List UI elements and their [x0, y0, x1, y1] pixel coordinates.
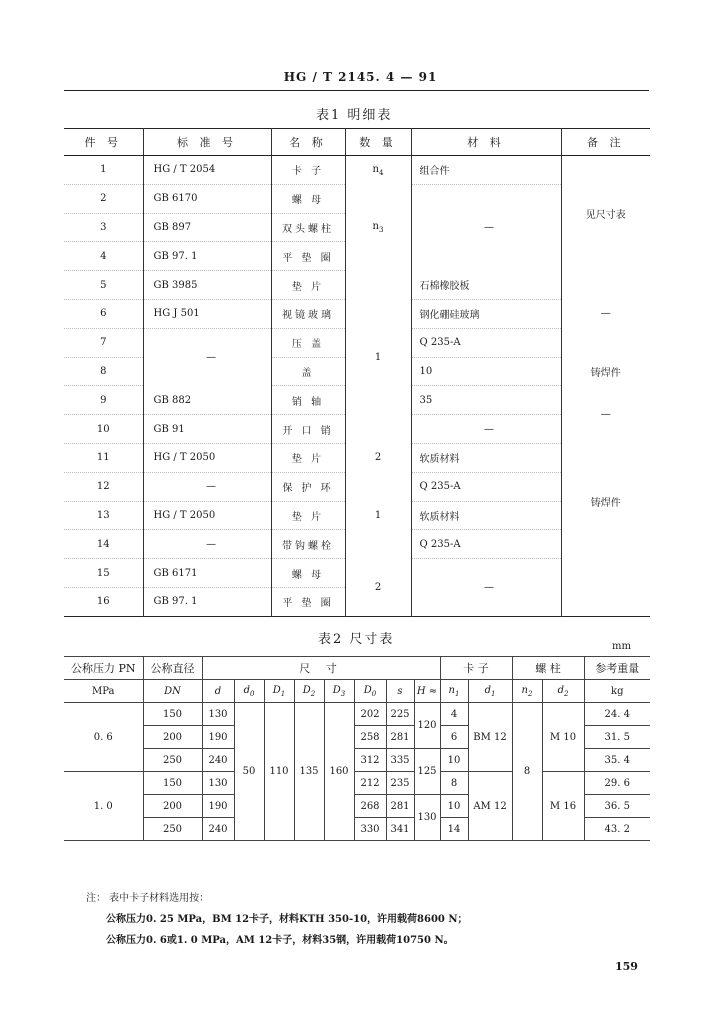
- d0-value: 50: [234, 703, 264, 841]
- d-value: 240: [202, 818, 234, 841]
- pn-unit: MPa: [64, 680, 143, 703]
- standard-dash: —: [206, 351, 216, 363]
- standard-no: GB 97. 1: [143, 587, 271, 616]
- col-d: d: [202, 680, 234, 703]
- weight-value: 29. 6: [584, 772, 650, 795]
- sym: d: [243, 684, 250, 696]
- dn-value: 250: [143, 749, 202, 772]
- table1-caption: 表1 明细表: [316, 108, 393, 123]
- col-d0: [234, 680, 264, 703]
- sym-sub: 2: [527, 689, 533, 698]
- dimension-header: 尺 寸: [202, 657, 440, 680]
- material-dash: —: [411, 415, 561, 444]
- part-name: 螺 母: [271, 184, 345, 213]
- part-no: 16: [64, 587, 143, 616]
- col-H: H ≈: [414, 680, 440, 703]
- part-name: 垫 片: [271, 501, 345, 530]
- sym: D: [302, 684, 311, 696]
- n1-value: 8: [440, 772, 468, 795]
- qty-cell: [345, 156, 411, 185]
- sym-sub: 3: [340, 689, 346, 698]
- dn-value: 250: [143, 818, 202, 841]
- material-dash: —: [484, 222, 494, 234]
- sym: n: [521, 684, 528, 696]
- s-value: 335: [386, 749, 414, 772]
- part-name: 盖: [271, 357, 345, 386]
- weight-value: 31. 5: [584, 726, 650, 749]
- weight-header: 参考重量: [584, 657, 650, 680]
- material: 软质材料: [411, 501, 561, 530]
- part-name: 卡 子: [271, 156, 345, 185]
- part-no: 4: [64, 242, 143, 271]
- dn-value: 200: [143, 795, 202, 818]
- part-no: 14: [64, 530, 143, 559]
- D0-value: 212: [354, 772, 386, 795]
- n2-value: 8: [512, 703, 542, 841]
- H-value: 120: [414, 703, 440, 749]
- qty-symbol: n: [372, 220, 379, 232]
- remark-text: 铸焊件: [590, 497, 621, 509]
- part-no: 3: [64, 213, 143, 242]
- sym-sub: 2: [563, 689, 569, 698]
- remark-text: 见尺寸表: [585, 209, 626, 221]
- dimension-table: [64, 656, 650, 841]
- col-header-standard: 标 准 号: [143, 129, 271, 156]
- standard-no: GB 6171: [143, 559, 271, 588]
- part-name: 销 轴: [271, 386, 345, 415]
- part-name: 双头螺柱: [271, 213, 345, 242]
- sym: D: [332, 684, 341, 696]
- material: Q 235-A: [411, 328, 561, 357]
- d-value: 190: [202, 726, 234, 749]
- part-name: 垫 片: [271, 271, 345, 300]
- d1-value: AM 12: [468, 772, 512, 841]
- part-name: 垫 片: [271, 443, 345, 472]
- s-value: 281: [386, 795, 414, 818]
- col-D3: [324, 680, 354, 703]
- remark-text: 铸焊件: [590, 367, 621, 379]
- note-line-2: 公称压力0. 6或1. 0 MPa，AM 12卡子，材料35钢，许用载荷10750 N。: [106, 935, 454, 946]
- sym: D: [272, 684, 281, 696]
- d-value: 240: [202, 749, 234, 772]
- d-value: 130: [202, 703, 234, 726]
- table-row: [64, 772, 650, 795]
- material: 软质材料: [411, 443, 561, 472]
- clamp-header: 卡 子: [440, 657, 512, 680]
- remark-cell: [561, 271, 650, 357]
- sym-sub: 1: [490, 689, 496, 698]
- qty-value: 1: [374, 351, 382, 363]
- weight-value: 24. 4: [584, 703, 650, 726]
- unit-label: mm: [612, 641, 631, 652]
- H-value: 125: [414, 749, 440, 795]
- D0-value: 312: [354, 749, 386, 772]
- part-name: 保 护 环: [271, 472, 345, 501]
- part-no: 11: [64, 443, 143, 472]
- material: Q 235-A: [411, 472, 561, 501]
- sym-sub: 0: [249, 689, 255, 698]
- material-cell: [411, 184, 561, 270]
- qty-subscript: 3: [378, 225, 384, 234]
- standard-no: GB 897: [143, 213, 271, 242]
- col-D0: [354, 680, 386, 703]
- table-row: [64, 703, 650, 726]
- dn-value: 150: [143, 703, 202, 726]
- d2-value: M 10: [542, 703, 584, 772]
- D0-value: 258: [354, 726, 386, 749]
- col-header-material: 材 料: [411, 129, 561, 156]
- n1-value: 10: [440, 795, 468, 818]
- part-no: 7: [64, 328, 143, 357]
- n1-value: 6: [440, 726, 468, 749]
- d-value: 190: [202, 795, 234, 818]
- D0-value: 330: [354, 818, 386, 841]
- remark-cell: [561, 443, 650, 558]
- remark-cell: [561, 156, 650, 271]
- pn-value: 1. 0: [64, 772, 143, 841]
- qty-cell: [345, 559, 411, 617]
- header-rule: [64, 90, 649, 91]
- part-name: 平 垫 圈: [271, 242, 345, 271]
- standard-no: GB 6170: [143, 184, 271, 213]
- part-no: 15: [64, 559, 143, 588]
- D1-value: 110: [264, 703, 294, 841]
- part-no: 10: [64, 415, 143, 444]
- table-row: [64, 156, 650, 185]
- col-header-remark: 备 注: [561, 129, 650, 156]
- note-line-1: 公称压力0. 25 MPa，BM 12卡子，材料KTH 350-10，许用载荷8600 N；: [106, 914, 468, 925]
- col-header-part-no: 件 号: [64, 129, 143, 156]
- qty-cell: [345, 443, 411, 472]
- table2-caption: 表2 尺寸表: [318, 632, 395, 647]
- standard-no: HG / T 2050: [143, 501, 271, 530]
- col-header-name: 名 称: [271, 129, 345, 156]
- D0-value: 202: [354, 703, 386, 726]
- part-no: 12: [64, 472, 143, 501]
- col-header-qty: 数 量: [345, 129, 411, 156]
- sym-sub: 1: [454, 689, 460, 698]
- col-n2: [512, 680, 542, 703]
- qty-cell: [345, 271, 411, 444]
- d2-value: M 16: [542, 772, 584, 841]
- table-row: [64, 443, 650, 472]
- material-cell: [411, 559, 561, 617]
- pn-value: 0. 6: [64, 703, 143, 772]
- dn-value: 200: [143, 726, 202, 749]
- material: Q 235-A: [411, 530, 561, 559]
- standard-no: GB 882: [143, 386, 271, 415]
- sym: n: [448, 684, 455, 696]
- D2-value: 135: [294, 703, 324, 841]
- col-D2: [294, 680, 324, 703]
- material: 组合件: [411, 156, 561, 185]
- qty-symbol: n: [372, 163, 379, 175]
- remark-cell: [561, 386, 650, 444]
- standard-cell: [143, 328, 271, 386]
- remark-cell: [561, 559, 650, 617]
- s-value: 235: [386, 772, 414, 795]
- col-s: s: [386, 680, 414, 703]
- qty-value: 2: [374, 452, 382, 464]
- table-row: [64, 559, 650, 588]
- material: 35: [411, 386, 561, 415]
- dn-unit: DN: [143, 680, 202, 703]
- qty-subscript: 4: [378, 168, 384, 177]
- part-no: 9: [64, 386, 143, 415]
- standard-no: HG / T 2050: [143, 443, 271, 472]
- n1-value: 10: [440, 749, 468, 772]
- standard-no: GB 3985: [143, 271, 271, 300]
- s-value: 281: [386, 726, 414, 749]
- sym-sub: 2: [310, 689, 316, 698]
- col-D1: [264, 680, 294, 703]
- D0-value: 268: [354, 795, 386, 818]
- col-d1: [468, 680, 512, 703]
- remark-text: —: [600, 409, 611, 421]
- part-name: 螺 母: [271, 559, 345, 588]
- part-no: 5: [64, 271, 143, 300]
- part-no: 6: [64, 299, 143, 328]
- table-notes: [86, 888, 468, 951]
- qty-cell: [345, 184, 411, 270]
- weight-value: 35. 4: [584, 749, 650, 772]
- sym: D: [363, 684, 372, 696]
- part-no: 8: [64, 357, 143, 386]
- D3-value: 160: [324, 703, 354, 841]
- part-name: 开 口 销: [271, 415, 345, 444]
- stud-header: 螺 柱: [512, 657, 584, 680]
- sym: d: [484, 684, 491, 696]
- part-name: 平 垫 圈: [271, 587, 345, 616]
- standard-code-header: HG / T 2145. 4 — 91: [283, 70, 438, 84]
- n1-value: 4: [440, 703, 468, 726]
- col-d2: [542, 680, 584, 703]
- part-no: 13: [64, 501, 143, 530]
- qty-value: 2: [374, 581, 382, 593]
- qty-value: 1: [374, 509, 382, 521]
- standard-no: HG J 501: [143, 299, 271, 328]
- s-value: 341: [386, 818, 414, 841]
- standard-no: GB 97. 1: [143, 242, 271, 271]
- part-name: 视镜玻璃: [271, 299, 345, 328]
- note-intro: 注： 表中卡子材料选用按：: [86, 893, 210, 904]
- weight-value: 36. 5: [584, 795, 650, 818]
- weight-value: 43. 2: [584, 818, 650, 841]
- part-no: 2: [64, 184, 143, 213]
- standard-no: GB 91: [143, 415, 271, 444]
- sym-sub: 0: [371, 689, 377, 698]
- H-value: 130: [414, 795, 440, 841]
- standard-no: HG / T 2054: [143, 156, 271, 185]
- page-number: 159: [615, 960, 638, 973]
- sym-sub: 1: [280, 689, 286, 698]
- part-no: 1: [64, 156, 143, 185]
- weight-unit: kg: [584, 680, 650, 703]
- qty-cell: [345, 472, 411, 558]
- material: 钢化硼硅玻璃: [411, 299, 561, 328]
- material: 石棉橡胶板: [411, 271, 561, 300]
- remark-text: —: [600, 308, 611, 320]
- table-row: [64, 271, 650, 300]
- sym: d: [557, 684, 564, 696]
- material: 10: [411, 357, 561, 386]
- s-value: 225: [386, 703, 414, 726]
- dn-header: 公称直径: [143, 657, 202, 680]
- part-name: 带钩螺栓: [271, 530, 345, 559]
- dn-value: 150: [143, 772, 202, 795]
- n1-value: 14: [440, 818, 468, 841]
- d1-value: BM 12: [468, 703, 512, 772]
- standard-dash: —: [143, 472, 271, 501]
- col-n1: [440, 680, 468, 703]
- standard-dash: —: [143, 530, 271, 559]
- remark-cell: [561, 357, 650, 386]
- material-dash: —: [484, 581, 494, 593]
- d-value: 130: [202, 772, 234, 795]
- pn-header: 公称压力 PN: [64, 657, 143, 680]
- parts-list-table: [64, 128, 650, 617]
- part-name: 压 盖: [271, 328, 345, 357]
